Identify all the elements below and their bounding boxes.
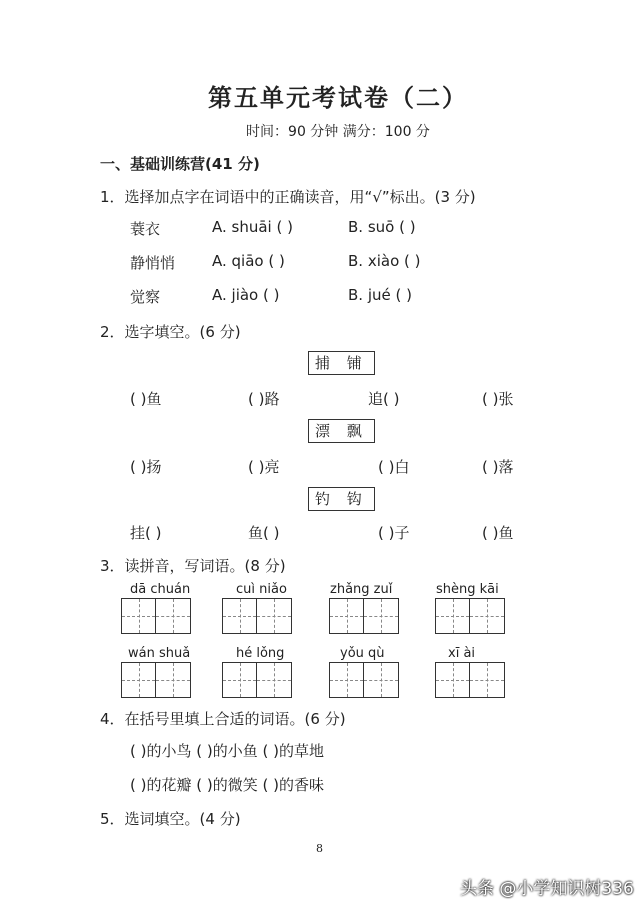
- grid-cell[interactable]: [436, 599, 470, 633]
- pinyin-label: xī ài: [448, 646, 476, 661]
- grid-cell[interactable]: [156, 663, 190, 697]
- pinyin-label: wán shuǎ: [128, 646, 191, 661]
- char-choice-label: 漂 飘: [308, 419, 375, 443]
- section-heading: 一、基础训练营(41 分): [100, 155, 260, 173]
- grid-cell[interactable]: [436, 663, 470, 697]
- page-title: 第五单元考试卷（二）: [208, 83, 468, 112]
- grid-cell[interactable]: [122, 599, 156, 633]
- grid-cell[interactable]: [364, 663, 398, 697]
- question-2-stem: 2．选字填空。(6 分): [100, 323, 241, 341]
- fill-blank[interactable]: ( )落: [482, 458, 514, 476]
- char-choice-label: 捕 铺: [308, 351, 375, 375]
- writing-grid[interactable]: [121, 662, 191, 698]
- q1-option-a[interactable]: A. shuāi ( ): [212, 218, 293, 236]
- fill-blank[interactable]: ( )子: [378, 524, 410, 542]
- fill-blank[interactable]: ( )鱼: [130, 390, 162, 408]
- q1-option-b[interactable]: B. xiào ( ): [348, 252, 421, 270]
- pinyin-label: hé lǒng: [236, 646, 285, 661]
- fill-blank-row[interactable]: ( )的小鸟 ( )的小鱼 ( )的草地: [130, 742, 324, 760]
- writing-grid[interactable]: [435, 598, 505, 634]
- char-choice-box: [308, 352, 375, 373]
- fill-blank-row[interactable]: ( )的花瓣 ( )的微笑 ( )的香味: [130, 776, 324, 794]
- grid-cell[interactable]: [470, 599, 504, 633]
- writing-grid[interactable]: [329, 598, 399, 634]
- q1-word-text: 觉察: [130, 288, 161, 306]
- grid-cell[interactable]: [122, 663, 156, 697]
- char-choice-label: 钓 钩: [308, 487, 375, 511]
- question-4-stem: 4．在括号里填上合适的词语。(6 分): [100, 710, 346, 728]
- q1-word: [130, 252, 175, 273]
- fill-blank[interactable]: 鱼( ): [248, 524, 280, 542]
- fill-blank[interactable]: ( )亮: [248, 458, 280, 476]
- grid-cell[interactable]: [364, 599, 398, 633]
- fill-blank[interactable]: ( )白: [378, 458, 410, 476]
- writing-grid[interactable]: [435, 662, 505, 698]
- exam-meta: 时间：90 分钟 满分：100 分: [246, 124, 430, 140]
- fill-blank[interactable]: ( )张: [482, 390, 514, 408]
- watermark-text: 头条 @小学知识树336: [460, 879, 634, 899]
- writing-grid[interactable]: [121, 598, 191, 634]
- pinyin-label: cuì niǎo: [236, 582, 287, 597]
- q1-option-b[interactable]: B. jué ( ): [348, 286, 412, 304]
- q1-option-a[interactable]: A. qiāo ( ): [212, 252, 285, 270]
- q1-option-a[interactable]: A. jiào ( ): [212, 286, 280, 304]
- question-3-stem: 3．读拼音，写词语。(8 分): [100, 557, 286, 575]
- q1-word: [130, 286, 160, 307]
- grid-cell[interactable]: [223, 663, 257, 697]
- question-5-stem: 5．选词填空。(4 分): [100, 810, 241, 828]
- grid-cell[interactable]: [156, 599, 190, 633]
- question-1-stem: 1．选择加点字在词语中的正确读音，用“√”标出。(3 分): [100, 188, 476, 206]
- grid-cell[interactable]: [330, 599, 364, 633]
- pinyin-label: dā chuán: [130, 582, 191, 597]
- q1-word-text: 蓑衣: [130, 220, 161, 238]
- writing-grid[interactable]: [329, 662, 399, 698]
- fill-blank[interactable]: ( )鱼: [482, 524, 514, 542]
- pinyin-label: shèng kāi: [436, 582, 499, 597]
- fill-blank[interactable]: ( )路: [248, 390, 280, 408]
- pinyin-label: zhǎng zuǐ: [330, 582, 393, 597]
- writing-grid[interactable]: [222, 598, 292, 634]
- fill-blank[interactable]: 追( ): [368, 390, 400, 408]
- grid-cell[interactable]: [223, 599, 257, 633]
- writing-grid[interactable]: [222, 662, 292, 698]
- q1-word: [130, 218, 160, 239]
- grid-cell[interactable]: [257, 599, 291, 633]
- grid-cell[interactable]: [330, 663, 364, 697]
- grid-cell[interactable]: [470, 663, 504, 697]
- pinyin-label: yǒu qù: [340, 646, 385, 661]
- char-choice-box: [308, 420, 375, 441]
- grid-cell[interactable]: [257, 663, 291, 697]
- char-choice-box: [308, 488, 375, 509]
- q1-option-b[interactable]: B. suō ( ): [348, 218, 416, 236]
- fill-blank[interactable]: ( )扬: [130, 458, 162, 476]
- fill-blank[interactable]: 挂( ): [130, 524, 162, 542]
- q1-word-text: 静悄悄: [130, 254, 176, 272]
- page-number: 8: [316, 842, 323, 855]
